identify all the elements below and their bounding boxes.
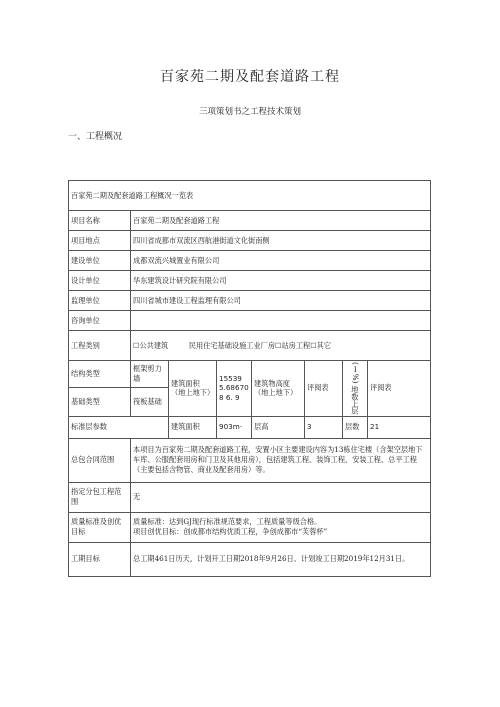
location-value: 四川省成都市双流区西航港街道文化街南侧 bbox=[131, 231, 431, 251]
document-title: 百家苑二期及配套道路工程 bbox=[160, 69, 340, 85]
quality-target: 项目创优目标：创成都市结构优质工程，争创成都市“芙蓉杯” bbox=[133, 527, 328, 537]
eval-label-1: 评阅表 bbox=[305, 361, 343, 417]
supervisor-label: 监理单位 bbox=[69, 291, 131, 311]
supervisor-value: 四川省城市建设工程监理有限公司 bbox=[131, 291, 431, 311]
contract-label: 总包合同范围 bbox=[69, 438, 131, 482]
category-public-checkbox: ☐公共建筑 bbox=[133, 340, 169, 350]
area-value: 15539 5.686708 6. 9 bbox=[217, 361, 252, 417]
project-name-label: 项目名称 bbox=[69, 211, 131, 231]
quality-label: 质量标准及创优目标 bbox=[69, 512, 131, 542]
std-area-label: 建筑面积 bbox=[169, 416, 217, 438]
floors-vertical-note: (Ⅰ%) 地数上层 bbox=[343, 361, 368, 417]
location-label: 项目地点 bbox=[69, 231, 131, 251]
designer-value: 华东建筑设计研究院有限公司 bbox=[131, 271, 431, 291]
category-others: 民用住宅基础设施工业厂房☐站房工程☐其它 bbox=[188, 340, 332, 350]
quality-value bbox=[131, 512, 431, 542]
std-floor-label: 标准层参数 bbox=[69, 416, 169, 438]
subcontract-value: 无 bbox=[131, 482, 431, 512]
project-overview-table bbox=[68, 180, 431, 577]
floor-height-value: 3 bbox=[305, 416, 343, 438]
structure-label: 结构类型 bbox=[69, 361, 131, 388]
consultant-label: 咨询单位 bbox=[69, 311, 131, 331]
floor-count-value: 21 bbox=[368, 416, 431, 438]
structure-value: 框架剪力墙 bbox=[131, 361, 169, 388]
eval-label-2: 评阅表 bbox=[368, 361, 431, 417]
consultant-value bbox=[131, 311, 431, 331]
document-subtitle: 三项策划书之工程技术策划 bbox=[198, 107, 301, 117]
floor-count-label: 层数 bbox=[343, 416, 368, 438]
floor-height-label: 层高 bbox=[252, 416, 305, 438]
foundation-label: 基础类型 bbox=[69, 387, 131, 416]
owner-value: 成都双流兴城置业有限公司 bbox=[131, 251, 431, 271]
category-label: 工程类别 bbox=[69, 331, 131, 361]
designer-label: 设计单位 bbox=[69, 271, 131, 291]
schedule-label: 工期目标 bbox=[69, 542, 131, 576]
subcontract-label: 指定分包工程范围 bbox=[69, 482, 131, 512]
area-label: 建筑面积（地上地下） bbox=[169, 361, 217, 417]
quality-standard: 质量标准：达到GJ现行标准规范要求，工程质量等级合格。 bbox=[133, 517, 322, 527]
schedule-value: 总工期461日历天，计划开工日期2018年9月26日、计划竣工日期2019年12月31日。 bbox=[131, 542, 431, 576]
section-heading: 一、工程概况 bbox=[68, 132, 123, 142]
table-title: 百家苑二期及配套道路工程概况一览表 bbox=[69, 181, 431, 211]
category-value bbox=[131, 331, 431, 361]
project-name-value: 百家苑二期及配套道路工程 bbox=[131, 211, 431, 231]
owner-label: 建设单位 bbox=[69, 251, 131, 271]
contract-value: 本项目为百家苑二期及配套道路工程，安置小区主要建设内容为13栋住宅楼（含架空层地下车库、公服配套用房和门卫及其他用房），包括建筑工程、装饰工程、安装工程、总平工程（主要包括含物管、商业及配套用房）等。 bbox=[131, 438, 431, 482]
foundation-value: 筏板基础 bbox=[131, 387, 169, 416]
std-area-value: 903m· bbox=[217, 416, 252, 438]
height-label: 建筑物高度（地上地下） bbox=[252, 361, 305, 417]
